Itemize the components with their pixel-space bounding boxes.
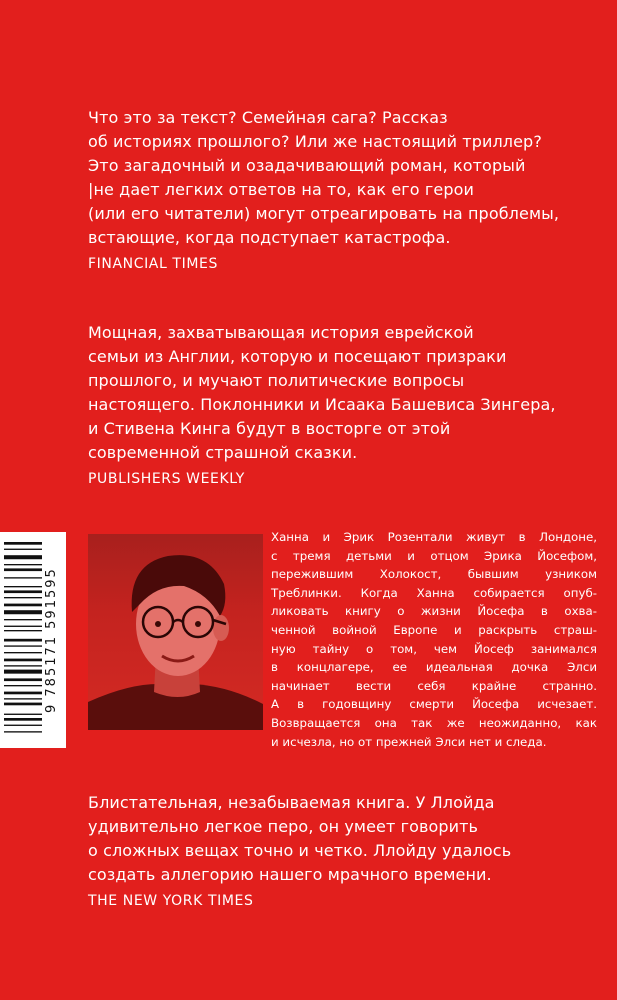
quote-line: Это загадочный и озадачивающий роман, который xyxy=(88,156,526,175)
review-quote-publishers-weekly xyxy=(88,321,588,491)
book-description xyxy=(271,528,597,751)
quote-line: современной страшной сказки. xyxy=(88,443,358,462)
quote-line: Что это за текст? Семейная сага? Рассказ xyxy=(88,108,448,127)
description-line: в концлагере, ее идеальная дочка Элси xyxy=(271,660,597,675)
author-portrait-image xyxy=(88,534,263,730)
description-line: с тремя детьми и отцом Эрика Йосефом, xyxy=(271,548,597,563)
description-line: пережившим Холокост, бывшим узником xyxy=(271,567,597,582)
quote-line: семьи из Англии, которую и посещают призраки xyxy=(88,347,507,366)
quote-line: удивительно легкое перо, он умеет говорить xyxy=(88,817,479,836)
quote-line: (или его читатели) могут отреагировать на проблемы, xyxy=(88,204,560,223)
description-line: А в годовщину смерти Йосефа исчезает. xyxy=(271,697,597,712)
quote-line: создать аллегорию нашего мрачного времени. xyxy=(88,865,492,884)
quote-source: FINANCIAL TIMES xyxy=(88,256,218,272)
description-line: Треблинки. Когда Ханна собирается опуб- xyxy=(271,585,597,600)
description-line: и исчезла, но от прежней Элси нет и следа. xyxy=(271,734,547,749)
description-line: Ханна и Эрик Розентали живут в Лондоне, xyxy=(271,530,597,544)
quote-line: встающие, когда подступает катастрофа. xyxy=(88,228,451,247)
description-line: ную тайну о том, чем Йосеф занимался xyxy=(271,641,597,656)
description-line: ченной войной Европе и раскрыть страш- xyxy=(271,622,597,637)
review-quote-financial-times xyxy=(88,106,588,276)
quote-line: о сложных вещах точно и четко. Ллойду удалось xyxy=(88,841,512,860)
isbn-number: 9 785171 591595 xyxy=(44,567,59,713)
quote-line: |не дает легких ответов на то, как его герои xyxy=(88,180,474,199)
isbn-barcode xyxy=(0,532,66,748)
quote-line: и Стивена Кинга будут в восторге от этой xyxy=(88,419,451,438)
description-line: ликовать книгу о жизни Йосефа в охва- xyxy=(271,604,597,619)
description-line: начинает вести себя крайне странно. xyxy=(271,678,597,693)
barcode-bars xyxy=(4,542,42,734)
review-quote-new-york-times xyxy=(88,791,588,913)
author-photo xyxy=(88,534,263,730)
description-line: Возвращается она так же неожиданно, как xyxy=(271,715,597,730)
quote-line: об историях прошлого? Или же настоящий триллер? xyxy=(88,132,542,151)
quote-line: прошлого, и мучают политические вопросы xyxy=(88,371,465,390)
quote-line: настоящего. Поклонники и Исаака Башевиса Зингера, xyxy=(88,395,556,414)
quote-line: Мощная, захватывающая история еврейской xyxy=(88,323,474,342)
quote-source: PUBLISHERS WEEKLY xyxy=(88,471,245,487)
quote-line: Блистательная, незабываемая книга. У Ллойда xyxy=(88,793,495,812)
quote-source: THE NEW YORK TIMES xyxy=(88,893,254,909)
